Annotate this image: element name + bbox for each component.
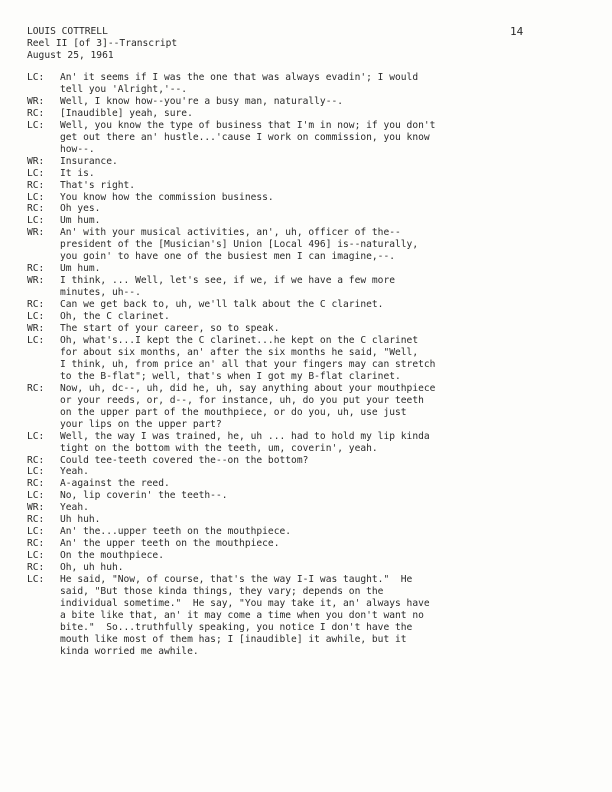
transcript-entry <box>27 108 602 120</box>
speech-line: Um hum. <box>60 263 101 275</box>
speech-text <box>60 203 602 215</box>
speech-text <box>60 215 602 227</box>
transcript-entry <box>27 215 602 227</box>
transcript-entry <box>27 538 602 550</box>
transcript-entry <box>27 227 602 263</box>
speech-text <box>60 275 602 299</box>
transcript-entry <box>27 550 602 562</box>
transcript-entry <box>27 96 602 108</box>
transcript-entry <box>27 574 602 658</box>
speech-text <box>60 383 602 431</box>
speech-line: Can we get back to, uh, we'll talk about the C clarinet. <box>60 299 384 311</box>
speech-line: That's right. <box>60 179 136 191</box>
speech-text <box>60 478 602 490</box>
transcript-entry <box>27 299 602 311</box>
speech-line: Oh, uh huh. <box>60 562 124 574</box>
speech-text <box>60 311 602 323</box>
transcript-entry <box>27 431 602 455</box>
speech-line: bite." So...truthfully speaking, you notice I don't have the <box>60 621 413 633</box>
transcript-entry <box>27 180 602 192</box>
speech-line: I think, uh, from price an' all that your fingers may can stretch <box>60 358 436 370</box>
speech-line: Well, I know how--you're a busy man, naturally--. <box>60 95 344 107</box>
speech-line: for about six months, an' after the six months he said, "Well, <box>60 346 419 358</box>
speech-line: president of the [Musician's] Union [Local 496] is--naturally, <box>60 239 419 251</box>
speaker-label: WR: <box>27 95 45 107</box>
speech-line: on the upper part of the mouthpiece, or do you, uh, use just <box>60 406 407 418</box>
speech-text <box>60 168 602 180</box>
speech-text <box>60 431 602 455</box>
speech-line: Well, the way I was trained, he, uh ... had to hold my lip kinda <box>60 430 430 442</box>
speech-line: I think, ... Well, let's see, if we, if we have a few more <box>60 275 396 287</box>
reel-info: Reel II [of 3]--Transcript <box>27 38 178 50</box>
speech-text <box>60 96 602 108</box>
speaker-label: WR: <box>27 275 45 287</box>
speech-line: An' with your musical activities, an', uh, officer of the-- <box>60 227 401 239</box>
speaker-label: LC: <box>27 466 45 478</box>
speech-text <box>60 299 602 311</box>
speaker-label: LC: <box>27 334 45 346</box>
transcript-entry <box>27 335 602 383</box>
speaker-label: WR: <box>27 155 45 167</box>
speaker-label: LC: <box>27 119 45 131</box>
speech-text <box>60 526 602 538</box>
speech-text <box>60 574 602 658</box>
transcript-entry <box>27 514 602 526</box>
speech-text <box>60 263 602 275</box>
transcript-entry <box>27 72 602 96</box>
speech-line: to the B-flat"; well, that's when I got my B-flat clarinet. <box>60 370 401 382</box>
speaker-label: RC: <box>27 514 45 526</box>
transcript-body <box>27 72 602 658</box>
speech-text <box>60 120 602 156</box>
transcript-entry <box>27 562 602 574</box>
speaker-label: LC: <box>27 526 45 538</box>
interview-date: August 25, 1961 <box>27 50 114 62</box>
speech-line: No, lip coverin' the teeth--. <box>60 490 228 502</box>
speech-text <box>60 156 602 168</box>
speaker-label: RC: <box>27 538 45 550</box>
speech-line: On the mouthpiece. <box>60 550 164 562</box>
transcript-entry <box>27 490 602 502</box>
speaker-label: LC: <box>27 550 45 562</box>
speech-text <box>60 455 602 467</box>
speaker-label: RC: <box>27 179 45 191</box>
speaker-label: RC: <box>27 454 45 466</box>
speaker-label: WR: <box>27 502 45 514</box>
transcript-entry <box>27 203 602 215</box>
speech-text <box>60 227 602 263</box>
speech-line: said, "But those kinda things, they vary; depends on the <box>60 585 384 597</box>
speaker-label: WR: <box>27 323 45 335</box>
transcript-entry <box>27 502 602 514</box>
speech-line: Oh yes. <box>60 203 101 215</box>
speech-line: Uh huh. <box>60 514 101 526</box>
speech-line: Well, you know the type of business that I'm in now; if you don't <box>60 119 436 131</box>
speech-line: Insurance. <box>60 155 118 167</box>
speech-line: An' the...upper teeth on the mouthpiece. <box>60 526 292 538</box>
speaker-label: WR: <box>27 227 45 239</box>
speech-line: An' it seems if I was the one that was always evadin'; I would <box>60 72 419 83</box>
interviewee-name: LOUIS COTTRELL <box>27 26 108 37</box>
speaker-label: LC: <box>27 215 45 227</box>
transcript-entry <box>27 466 602 478</box>
speech-text <box>60 538 602 550</box>
speaker-label: LC: <box>27 490 45 502</box>
transcript-entry <box>27 120 602 156</box>
speech-text <box>60 335 602 383</box>
transcript-entry <box>27 156 602 168</box>
speech-line: You know how the commission business. <box>60 191 274 203</box>
speech-text <box>60 323 602 335</box>
speech-text <box>60 550 602 562</box>
speaker-label: LC: <box>27 311 45 323</box>
transcript-entry <box>27 478 602 490</box>
document-header <box>27 26 177 63</box>
speech-line: Yeah. <box>60 466 89 478</box>
transcript-entry <box>27 383 602 431</box>
speech-line: you goin' to have one of the busiest men I can imagine,--. <box>60 251 396 263</box>
speaker-label: LC: <box>27 167 45 179</box>
speaker-label: LC: <box>27 191 45 203</box>
transcript-entry <box>27 455 602 467</box>
speech-line: tight on the bottom with the teeth, um, coverin', yeah. <box>60 442 378 454</box>
speech-line: or your reeds, or, d--, for instance, uh, do you put your teeth <box>60 394 424 406</box>
speech-line: get out there an' hustle...'cause I work on commission, you know <box>60 131 430 143</box>
speech-line: mouth like most of them has; I [inaudible] it awhile, but it <box>60 633 407 645</box>
transcript-entry <box>27 168 602 180</box>
speaker-label: LC: <box>27 430 45 442</box>
speech-text <box>60 514 602 526</box>
speech-line: individual sometime." He say, "You may take it, an' always have <box>60 597 430 609</box>
speech-line: Could tee-teeth covered the--on the bottom? <box>60 454 309 466</box>
speech-line: A-against the reed. <box>60 478 170 490</box>
speech-text <box>60 180 602 192</box>
speech-line: minutes, uh--. <box>60 287 141 299</box>
speech-text <box>60 466 602 478</box>
speaker-label: RC: <box>27 107 45 119</box>
speech-line: Oh, the C clarinet. <box>60 311 170 323</box>
transcript-entry <box>27 311 602 323</box>
transcript-entry <box>27 526 602 538</box>
speaker-label: RC: <box>27 203 45 215</box>
speech-line: kinda worried me awhile. <box>60 645 199 657</box>
speech-text <box>60 192 602 204</box>
speech-line: your lips on the upper part? <box>60 418 222 430</box>
speaker-label: RC: <box>27 562 45 574</box>
speech-text <box>60 72 602 96</box>
transcript-entry <box>27 263 602 275</box>
speech-line: The start of your career, so to speak. <box>60 323 280 335</box>
speaker-label: RC: <box>27 263 45 275</box>
speech-line: It is. <box>60 167 95 179</box>
transcript-entry <box>27 275 602 299</box>
page-number: 14 <box>510 25 524 38</box>
speech-line: He said, "Now, of course, that's the way I-I was taught." He <box>60 574 413 586</box>
transcript-entry <box>27 192 602 204</box>
speech-text <box>60 108 602 120</box>
speech-text <box>60 562 602 574</box>
speaker-label: RC: <box>27 478 45 490</box>
speaker-label: RC: <box>27 382 45 394</box>
speech-line: a bite like that, an' it may come a time when you don't want no <box>60 609 424 621</box>
speech-line: how--. <box>60 143 95 155</box>
speech-line: An' the upper teeth on the mouthpiece. <box>60 538 280 550</box>
speaker-label: RC: <box>27 299 45 311</box>
speech-line: Oh, what's...I kept the C clarinet...he kept on the C clarinet <box>60 334 419 346</box>
speech-line: Yeah. <box>60 502 89 514</box>
speech-text <box>60 502 602 514</box>
transcript-entry <box>27 323 602 335</box>
speaker-label: LC: <box>27 72 45 83</box>
speech-line: Um hum. <box>60 215 101 227</box>
speech-line: Now, uh, dc--, uh, did he, uh, say anything about your mouthpiece <box>60 382 436 394</box>
speech-text <box>60 490 602 502</box>
speech-line: tell you 'Alright,'--. <box>60 83 188 95</box>
speaker-label: LC: <box>27 574 45 586</box>
speech-line: [Inaudible] yeah, sure. <box>60 107 193 119</box>
